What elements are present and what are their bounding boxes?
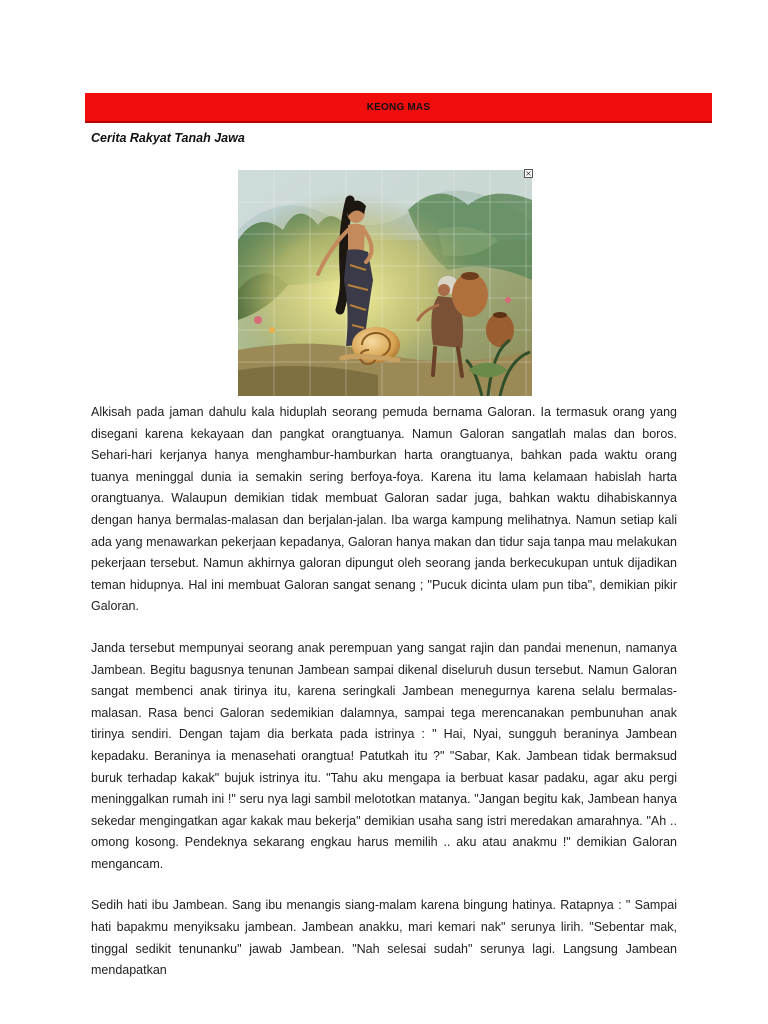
document-title: KEONG MAS: [366, 101, 431, 113]
story-illustration: [238, 170, 532, 396]
close-icon[interactable]: ×: [525, 169, 532, 178]
paragraph: Janda tersebut mempunyai seorang anak perempuan yang sangat rajin dan pandai menenun, namanya Jambean. Begitu bagusnya tenunan Jambean sampai dikenal diseluruh dusun tersebut. Namun Galoran sangat membenci anak tirinya itu, karena seringkali Jambean menegurnya karena selalu bermalas-malasan. Rasa benci Galoran sedemikian dalamnya, sampai tega merencanakan pembunuhan anak tirinya sendiri. Dengan tajam dia berkata pada istrinya : " Hai, Nyai, sungguh beraninya Jambean kepadaku. Beraninya ia menasehati orangtua! Patutkah itu ?" "Sabar, Kak. Jambean tidak bermaksud buruk terhadap kakak" bujuk istrinya itu. "Tahu aku mengapa ia berbuat kasar padaku, agar aku pergi meninggalkan rumah ini !" seru nya lagi sambil melototkan matanya. "Jangan begitu kak, Jambean hanya sekedar mengingatkan agar kakak mau bekerja" demikian usaha sang istri meredakan amarahnya. "Ah .. omong kosong. Pendeknya sekarang engkau harus memilih .. aku atau anakmu !" demikian Galoran mengancam.: [91, 640, 677, 871]
paragraph: Sedih hati ibu Jambean. Sang ibu menangis siang-malam karena bingung hatinya. Ratapnya : " Sampai hati bapakmu menyiksaku jambean. Jambean anakku, mari kemari nak" serunya lirih. "Sebentar mak, tinggal sedikit tenunanku" jawab Jambean. "Nah selesai sudah" serunya lagi. Langsung Jambean mendapatkan: [91, 898, 677, 978]
story-body: [91, 402, 677, 1002]
paragraph: Alkisah pada jaman dahulu kala hiduplah seorang pemuda bernama Galoran. Ia termasuk orang yang disegani karena kekayaan dan pangkat orangtuanya. Namun Galoran sangatlah malas dan boros. Sehari-hari kerjanya hanya menghambur-hamburkan harta orangtuanya, bahkan pada waktu orang tuanya meninggal dunia ia semakin sering berfoya-foya. Karena itu lama kelamaan habislah harta orangtuanya. Walaupun demikian tidak membuat Galoran sadar juga, bahkan waktu dihabiskannya dengan hanya bermalas-malasan dan berjalan-jalan. Iba warga kampung melihatnya. Namun setiap kali ada yang menawarkan pekerjaan kepadanya, Galoran hanya makan dan tidur saja tanpa mau melakukan pekerjaan tersebut. Namun akhirnya galoran dipungut oleh seorang janda berkecukupan untuk dijadikan teman hidupnya. Hal ini membuat Galoran sangat senang ; "Pucuk dicinta ulam pun tiba", demikian pikir Galoran.: [91, 405, 677, 614]
document-subtitle: Cerita Rakyat Tanah Jawa: [91, 131, 245, 145]
title-banner: [85, 93, 712, 123]
